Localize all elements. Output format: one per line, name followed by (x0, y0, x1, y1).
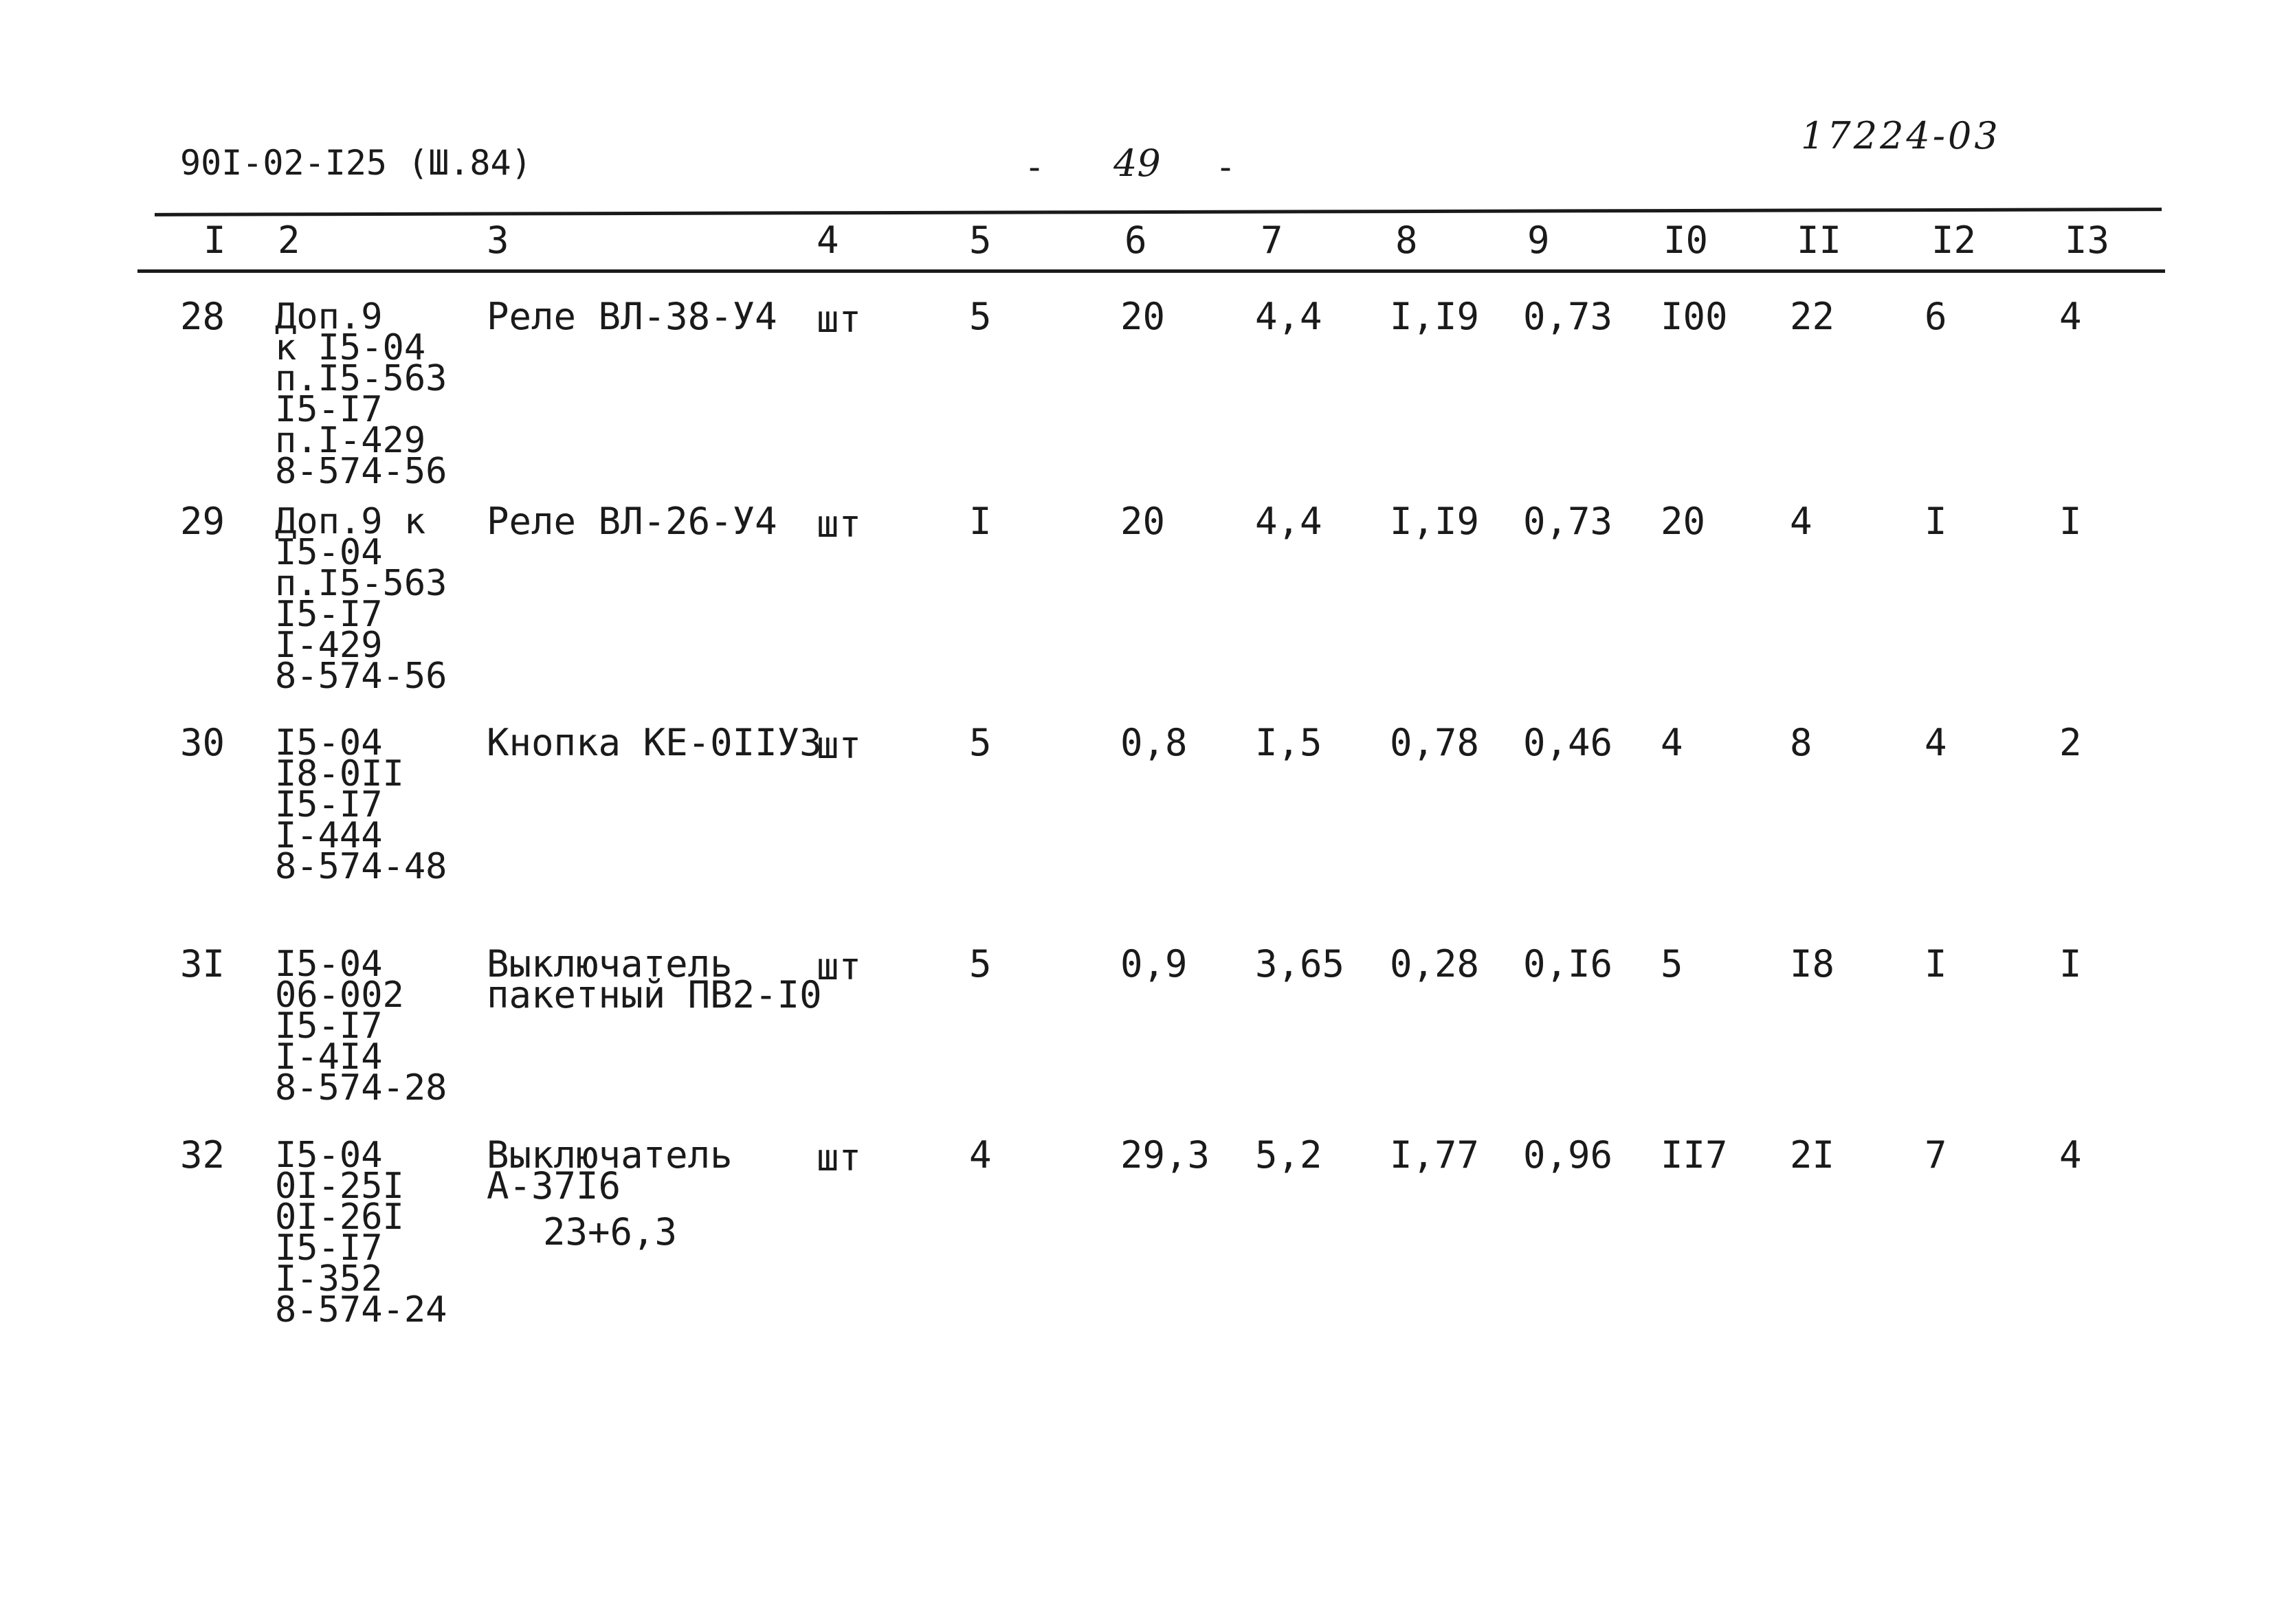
value-cell-9: 0,73 (1523, 295, 1613, 338)
reference-line: Доп.9 (275, 296, 383, 337)
value-cell-6: 0,9 (1120, 942, 1188, 986)
reference-line: 8-574-48 (275, 846, 447, 887)
reference-line: I-4I4 (275, 1036, 383, 1078)
unit-cell: шт (817, 502, 862, 546)
item-name-line: Кнопка КЕ-0IIУЗ (487, 721, 822, 764)
page-number: 49 (1113, 142, 1161, 185)
value-cell-11: 8 (1790, 721, 1812, 764)
dash-left: - (1024, 147, 1045, 187)
reference-line: I5-I7 (275, 1227, 383, 1269)
value-cell-9: 0,73 (1523, 500, 1613, 543)
unit-cell: шт (817, 945, 862, 988)
value-cell-12: 7 (1925, 1133, 1947, 1177)
reference-line: I5-04 (275, 1135, 383, 1176)
unit-cell: шт (817, 1136, 862, 1179)
value-cell-7: 4,4 (1255, 295, 1322, 338)
value-cell-8: I,I9 (1390, 295, 1480, 338)
reference-line: 8-574-56 (275, 451, 447, 492)
value-cell-7: I,5 (1255, 721, 1322, 764)
value-cell-6: 20 (1120, 295, 1166, 338)
reference-line: I5-I7 (275, 1005, 383, 1047)
value-cell-11: 2I (1790, 1133, 1835, 1177)
value-cell-12: 6 (1925, 295, 1947, 338)
reference-line: к I5-04 (275, 327, 426, 368)
table-header-rule (137, 269, 2165, 273)
value-cell-11: 22 (1790, 295, 1835, 338)
value-cell-10: 4 (1661, 721, 1683, 764)
column-header-13: I3 (2065, 219, 2110, 262)
value-cell-12: I (1925, 500, 1947, 543)
column-header-6: 6 (1124, 219, 1147, 262)
value-cell-6: 20 (1120, 500, 1166, 543)
reference-line: I-352 (275, 1258, 383, 1300)
value-cell-7: 5,2 (1255, 1133, 1322, 1177)
reference-line: I5-I7 (275, 594, 383, 635)
reference-line: I-444 (275, 815, 383, 856)
value-cell-5: I (969, 500, 992, 543)
column-header-12: I2 (1931, 219, 1977, 262)
reference-line: I5-04 (275, 944, 383, 985)
reference-line: I8-0II (275, 753, 404, 794)
value-cell-7: 3,65 (1255, 942, 1345, 986)
item-name-line: А-37I6 (487, 1164, 621, 1208)
value-cell-13: I (2059, 500, 2082, 543)
reference-line: I5-I7 (275, 389, 383, 430)
column-header-2: 2 (278, 219, 300, 262)
reference-line: I5-04 (275, 722, 383, 764)
item-name-line: Реле ВЛ-26-У4 (487, 500, 777, 543)
value-cell-9: 0,96 (1523, 1133, 1613, 1177)
dash-right: - (1215, 147, 1237, 187)
row-number: 29 (180, 500, 225, 543)
value-cell-13: 4 (2059, 295, 2082, 338)
column-header-3: 3 (487, 219, 509, 262)
unit-cell: шт (817, 298, 862, 341)
column-header-7: 7 (1261, 219, 1283, 262)
value-cell-12: I (1925, 942, 1947, 986)
reference-line: 8-574-24 (275, 1289, 447, 1331)
reference-line: п.I5-563 (275, 358, 447, 399)
value-cell-13: 4 (2059, 1133, 2082, 1177)
reference-line: Доп.9 к (275, 501, 426, 542)
document-code: 90I-02-I25 (Ш.84) (180, 143, 532, 183)
value-cell-5: 5 (969, 721, 992, 764)
value-cell-8: 0,28 (1390, 942, 1480, 986)
value-cell-7: 4,4 (1255, 500, 1322, 543)
value-cell-11: 4 (1790, 500, 1812, 543)
value-cell-13: I (2059, 942, 2082, 986)
value-cell-9: 0,I6 (1523, 942, 1613, 986)
value-cell-11: I8 (1790, 942, 1835, 986)
column-header-5: 5 (969, 219, 992, 262)
unit-cell: шт (817, 724, 862, 767)
value-cell-5: 5 (969, 295, 992, 338)
row-number: 3I (180, 942, 225, 986)
value-cell-13: 2 (2059, 721, 2082, 764)
item-name-line: Реле ВЛ-38-У4 (487, 295, 777, 338)
value-cell-10: II7 (1661, 1133, 1728, 1177)
value-cell-5: 5 (969, 942, 992, 986)
column-header-11: II (1797, 219, 1842, 262)
column-header-9: 9 (1527, 219, 1550, 262)
value-cell-8: I,77 (1390, 1133, 1480, 1177)
reference-line: п.I5-563 (275, 563, 447, 604)
value-cell-6: 0,8 (1120, 721, 1188, 764)
value-cell-8: 0,78 (1390, 721, 1480, 764)
reference-line: 8-574-56 (275, 656, 447, 697)
table-top-rule (155, 208, 2162, 216)
value-cell-10: 20 (1661, 500, 1706, 543)
column-header-1: I (203, 219, 226, 262)
item-name-line: Выключатель (487, 1133, 733, 1177)
value-cell-6: 29,3 (1120, 1133, 1210, 1177)
item-name-line: Выключатель (487, 942, 733, 986)
value-cell-8: I,I9 (1390, 500, 1480, 543)
value-cell-9: 0,46 (1523, 721, 1613, 764)
item-name-note: 23+6,3 (543, 1210, 678, 1254)
column-header-8: 8 (1395, 219, 1418, 262)
column-header-4: 4 (817, 219, 839, 262)
row-number: 30 (180, 721, 225, 764)
reference-line: I5-I7 (275, 784, 383, 825)
row-number: 28 (180, 295, 225, 338)
value-cell-12: 4 (1925, 721, 1947, 764)
value-cell-5: 4 (969, 1133, 992, 1177)
value-cell-10: 5 (1661, 942, 1683, 986)
inventory-number: 17224-03 (1801, 114, 2001, 157)
value-cell-10: I00 (1661, 295, 1728, 338)
reference-line: 06-002 (275, 975, 404, 1016)
reference-line: 0I-26I (275, 1197, 404, 1238)
item-name-line: пакетный ПВ2-I0 (487, 973, 822, 1016)
reference-line: п.I-429 (275, 420, 426, 461)
row-number: 32 (180, 1133, 225, 1177)
reference-line: I5-04 (275, 532, 383, 573)
reference-line: I-429 (275, 625, 383, 666)
reference-line: 8-574-28 (275, 1067, 447, 1109)
reference-line: 0I-25I (275, 1166, 404, 1207)
column-header-10: I0 (1663, 219, 1709, 262)
